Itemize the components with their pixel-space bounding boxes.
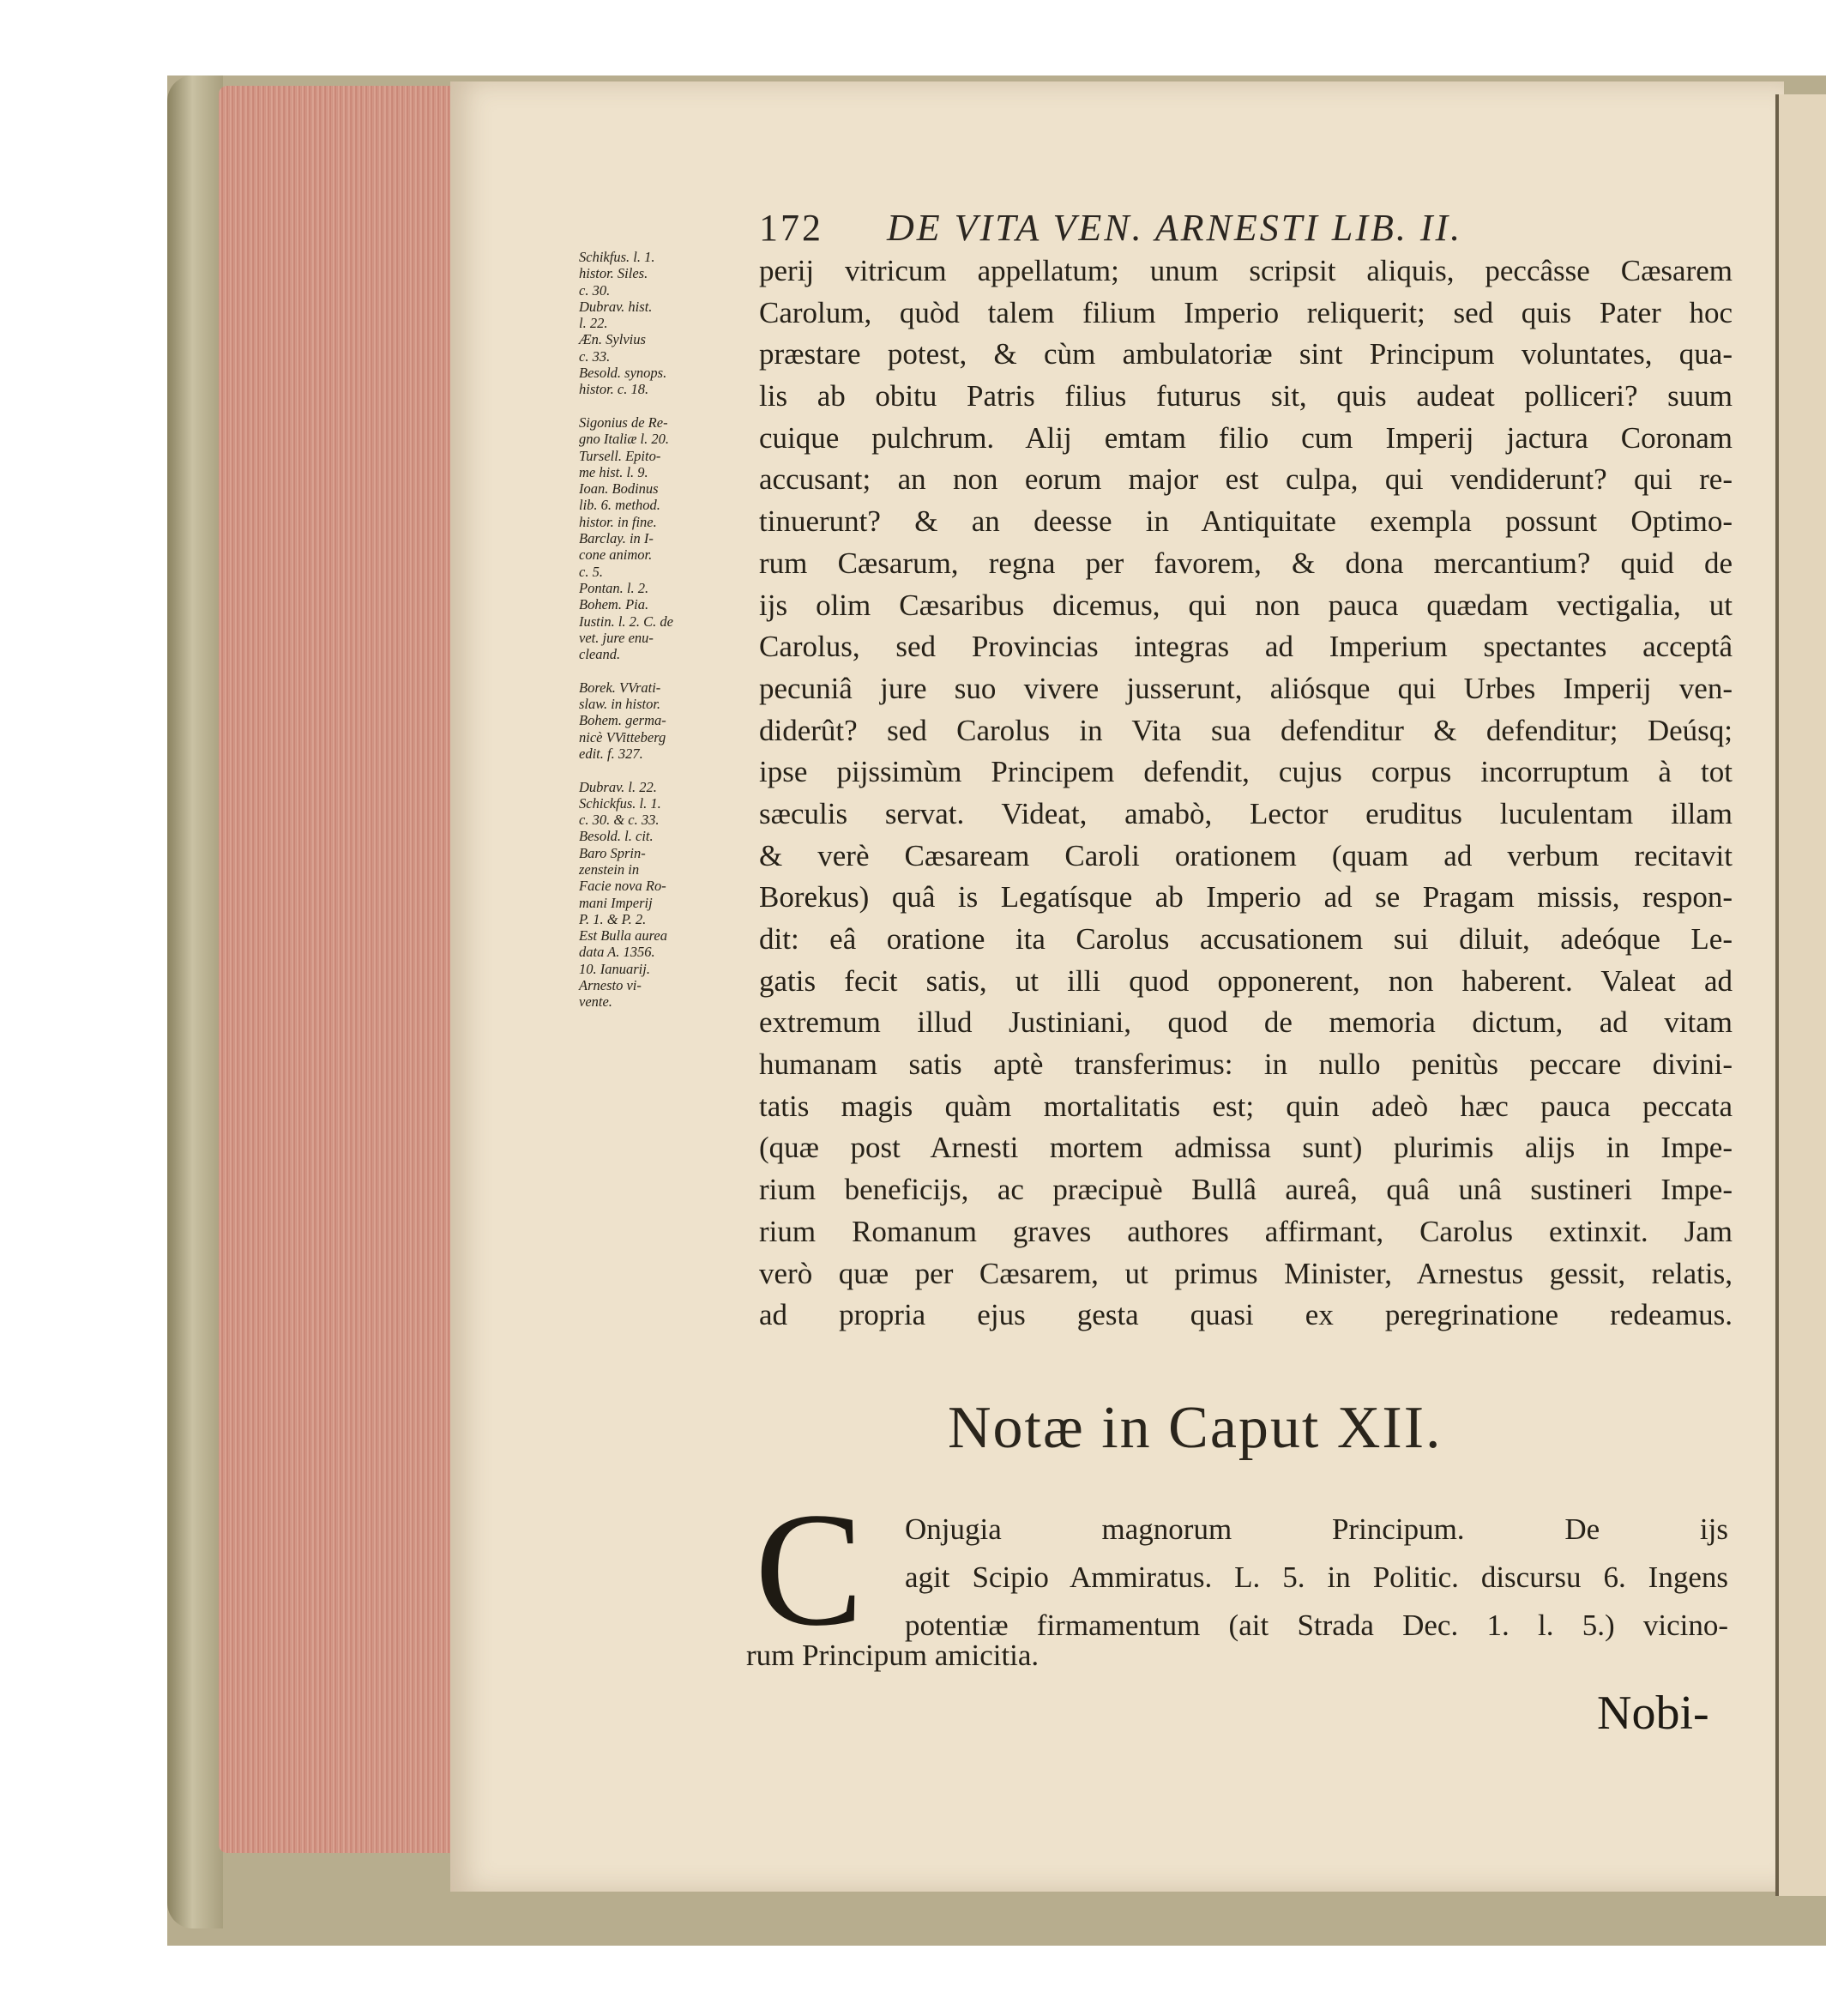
notes-last-line: rum Principum amicitia.: [746, 1639, 1040, 1672]
text-line: Carolum, quòd talem filium Imperio reliquerit; sed quis Pater hoc: [759, 295, 1733, 329]
book-spine: [167, 75, 223, 1928]
running-head: DE VITA VEN. ARNESTI LIB. II.: [887, 207, 1463, 249]
margin-note-line: [579, 398, 738, 414]
margin-note-line: cone animor.: [579, 546, 653, 564]
text-line: cuique pulchrum. Alij emtam filio cum Imperij jactura Coronam: [759, 420, 1733, 455]
margin-note-line: vente.: [579, 993, 612, 1011]
margin-note-line: c. 33.: [579, 347, 611, 365]
margin-note-line: 10. Ianuarij.: [579, 960, 650, 977]
main-text: [759, 250, 1733, 1337]
margin-note-line: Schickfus. l. 1.: [579, 794, 661, 812]
margin-note-line: Æn. Sylvius: [579, 331, 646, 348]
margin-note-line: Barclay. in I-: [579, 530, 654, 547]
margin-note-line: Besold. synops.: [579, 365, 667, 382]
text-line: verò quæ per Cæsarem, ut primus Minister, Arnestus gessit, relatis,: [759, 1256, 1733, 1290]
text-line: ijs olim Cæsaribus dicemus, qui non pauca quædam vectigalia, ut: [759, 588, 1733, 622]
margin-note-line: me hist. l. 9.: [579, 463, 648, 480]
text-line: (quæ post Arnesti mortem admissa sunt) plurimis alijs in Impe-: [759, 1131, 1733, 1165]
text-line: Carolus, sed Provincias integras ad Imperium spectantes acceptâ: [759, 630, 1733, 664]
margin-note-line: Pontan. l. 2.: [579, 579, 649, 596]
margin-note-line: mani Imperij: [579, 894, 653, 911]
margin-note-line: data A. 1356.: [579, 944, 655, 961]
notes-text: [905, 1506, 1728, 1650]
note-line: potentiæ firmamentum (ait Strada Dec. 1. l. 5.) vicino-: [905, 1609, 1728, 1642]
facing-page-edge: [1775, 94, 1826, 1896]
notes-heading: Notæ in Caput XII.: [948, 1395, 1443, 1461]
margin-note-line: nicè VVitteberg: [579, 728, 666, 745]
margin-note-line: histor. in fine.: [579, 513, 657, 530]
margin-note-line: vet. jure enu-: [579, 629, 654, 646]
margin-note-line: [579, 762, 738, 778]
margin-note-line: Dubrav. l. 22.: [579, 778, 657, 795]
text-line: humanam satis aptè transferimus: in nullo penitùs peccare divini-: [759, 1047, 1733, 1082]
margin-note-line: Est Bulla aurea: [579, 927, 667, 945]
margin-note-line: Bohem. Pia.: [579, 596, 649, 613]
text-line: dit: eâ oratione ita Carolus accusationem sui diluit, adeóque Le-: [759, 922, 1733, 956]
text-line: rium Romanum graves authores affirmant, Carolus extinxit. Jam: [759, 1214, 1733, 1248]
page-header: [759, 206, 1728, 250]
text-line: tatis magis quàm mortalitatis est; quin adeò hæc pauca peccata: [759, 1089, 1733, 1123]
margin-note-line: Bohem. germa-: [579, 712, 666, 729]
text-line: rum Cæsarum, regna per favorem, & dona mercantium? quid de: [759, 546, 1733, 580]
text-line: rium beneficijs, ac præcipuè Bullâ aureâ, quâ unâ sustineri Impe-: [759, 1173, 1733, 1207]
margin-note-line: cleand.: [579, 646, 621, 663]
margin-note-line: Borek. VVrati-: [579, 679, 661, 696]
margin-note-line: slaw. in histor.: [579, 696, 661, 713]
text-line: Borekus) quâ is Legatísque ab Imperio ad se Pragam missis, respon-: [759, 880, 1733, 914]
note-line: agit Scipio Ammiratus. L. 5. in Politic. discursu 6. Ingens: [905, 1560, 1728, 1594]
margin-note-line: Dubrav. hist.: [579, 298, 653, 315]
margin-note-line: P. 1. & P. 2.: [579, 910, 647, 927]
text-line: diderût? sed Carolus in Vita sua defenditur & defenditur; Deúsq;: [759, 713, 1733, 747]
margin-note-line: histor. c. 18.: [579, 381, 649, 398]
marginal-notes: [579, 249, 738, 1011]
text-line: pecuniâ jure suo vivere jusserunt, aliósque qui Urbes Imperij ven-: [759, 671, 1733, 705]
margin-note-line: l. 22.: [579, 315, 608, 332]
text-line: sæculis servat. Videat, amabò, Lector eruditus luculentam illam: [759, 796, 1733, 830]
margin-note-line: c. 5.: [579, 563, 603, 580]
text-line: & verè Cæsaream Caroli orationem (quam ad verbum recitavit: [759, 838, 1733, 872]
margin-note-line: Sigonius de Re-: [579, 413, 668, 431]
drop-cap: C: [755, 1480, 864, 1660]
margin-note-line: zenstein in: [579, 860, 640, 878]
margin-note-line: lib. 6. method.: [579, 497, 660, 514]
text-line: gatis fecit satis, ut illi quod opponerent, non haberent. Valeat ad: [759, 963, 1733, 998]
text-line: ad propria ejus gesta quasi ex peregrinatione redeamus.: [759, 1298, 1733, 1332]
margin-note-line: Arnesto vi-: [579, 977, 642, 994]
margin-note-line: Tursell. Epito-: [579, 447, 661, 464]
margin-note-line: c. 30.: [579, 281, 611, 299]
margin-note-line: Iustin. l. 2. C. de: [579, 613, 673, 630]
margin-note-line: c. 30. & c. 33.: [579, 812, 660, 829]
text-line: ipse pijssimùm Principem defendit, cujus corpus incorruptum à tot: [759, 755, 1733, 789]
margin-note-line: Schikfus. l. 1.: [579, 249, 655, 265]
margin-note-line: Besold. l. cit.: [579, 828, 654, 845]
page-edges: [219, 86, 450, 1853]
text-line: præstare potest, & cùm ambulatoriæ sint Principum voluntates, qua-: [759, 337, 1733, 371]
margin-note-line: histor. Siles.: [579, 265, 648, 282]
text-line: tinuerunt? & an deesse in Antiquitate exempla possunt Optimo-: [759, 504, 1733, 539]
page-number: 172: [759, 207, 823, 249]
margin-note-line: [579, 662, 738, 679]
text-line: accusant; an non eorum major est culpa, qui vendiderunt? qui re-: [759, 462, 1733, 497]
text-line: extremum illud Justiniani, quod de memoria dictum, ad vitam: [759, 1005, 1733, 1040]
margin-note-line: Facie nova Ro-: [579, 878, 666, 895]
margin-note-line: Baro Sprin-: [579, 844, 646, 861]
note-line: Onjugia magnorum Principum. De ijs: [905, 1512, 1728, 1546]
text-line: lis ab obitu Patris filius futurus sit, quis audeat polliceri? suum: [759, 379, 1733, 413]
margin-note-line: gno Italiæ l. 20.: [579, 431, 669, 448]
margin-note-line: edit. f. 327.: [579, 745, 643, 762]
margin-note-line: Ioan. Bodinus: [579, 480, 659, 498]
catchword: Nobi-: [1597, 1687, 1709, 1740]
text-line: perij vitricum appellatum; unum scripsit aliquis, peccâsse Cæsarem: [759, 254, 1733, 287]
